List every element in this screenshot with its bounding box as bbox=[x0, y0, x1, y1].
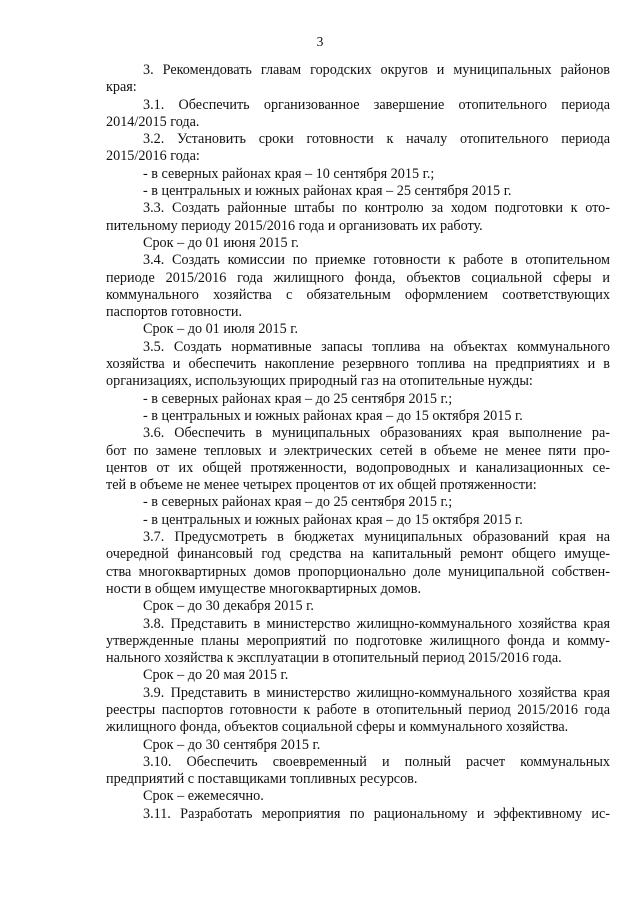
text-line: бот по замене тепловых и электрических сетей в объеме не менее пяти про- bbox=[106, 442, 610, 459]
text-line: хозяйства и обеспечить накопление резервного топлива на предприятиях и в bbox=[106, 356, 610, 373]
text-line: реестры паспортов готовности к работе в отопительный период 2015/2016 года bbox=[106, 701, 610, 718]
text-line: Срок – до 01 июня 2015 г. bbox=[143, 234, 299, 251]
text-line: Срок – до 20 мая 2015 г. bbox=[143, 667, 289, 684]
text-line: 3.1. Обеспечить организованное завершение отопительного периода bbox=[143, 96, 610, 113]
text-line: края: bbox=[106, 79, 137, 96]
text-line: 3.10. Обеспечить своевременный и полный расчет коммунальных bbox=[143, 753, 610, 770]
text-line: Срок – до 30 сентября 2015 г. bbox=[143, 736, 321, 753]
text-line: коммунального хозяйства с обязательным оформлением соответствующих bbox=[106, 286, 610, 303]
text-line: 3.2. Установить сроки готовности к началу отопительного периода bbox=[143, 131, 610, 148]
text-line: 3.11. Разработать мероприятия по рациональному и эффективному ис- bbox=[143, 805, 610, 822]
page-number: 3 bbox=[316, 34, 324, 49]
text-line: 2015/2016 года: bbox=[106, 148, 200, 165]
text-line: ства многоквартирных домов пропорционально доле муниципальной собствен- bbox=[106, 563, 610, 580]
text-line: - в центральных и южных районах края – до 15 октября 2015 г. bbox=[143, 511, 523, 528]
text-line: организациях, использующих природный газ на отопительные нужды: bbox=[106, 373, 533, 390]
text-line: Срок – ежемесячно. bbox=[143, 788, 264, 805]
text-line: Срок – до 01 июля 2015 г. bbox=[143, 321, 299, 338]
text-line: 3.8. Представить в министерство жилищно-коммунального хозяйства края bbox=[143, 615, 610, 632]
text-line: пительному периоду 2015/2016 года и организовать их работу. bbox=[106, 217, 483, 234]
text-line: - в северных районах края – до 25 сентября 2015 г.; bbox=[143, 390, 453, 407]
text-line: 3.9. Представить в министерство жилищно-коммунального хозяйства края bbox=[143, 684, 610, 701]
text-line: 3.3. Создать районные штабы по контролю за ходом подготовки к ото- bbox=[143, 200, 610, 217]
text-line: 2014/2015 года. bbox=[106, 113, 200, 130]
document-body bbox=[106, 62, 610, 823]
text-line: - в центральных и южных районах края – 25 сентября 2015 г. bbox=[143, 183, 512, 200]
text-line: утвержденные планы мероприятий по подготовке жилищного фонда и комму- bbox=[106, 632, 610, 649]
text-line: 3. Рекомендовать главам городских округов и муниципальных районов bbox=[143, 62, 610, 78]
text-line: 3.4. Создать комиссии по приемке готовности к работе в отопительном bbox=[143, 252, 610, 269]
text-line: ности в общем имуществе многоквартирных домов. bbox=[106, 580, 422, 597]
text-line: предприятий с поставщиками топливных ресурсов. bbox=[106, 771, 418, 788]
text-line: 3.6. Обеспечить в муниципальных образованиях края выполнение ра- bbox=[143, 425, 610, 442]
text-line: 3.7. Предусмотреть в бюджетах муниципальных образований края на bbox=[143, 529, 610, 546]
text-line: паспортов готовности. bbox=[106, 304, 242, 321]
text-line: центов от их общей протяженности, водопроводных и канализационных се- bbox=[106, 459, 610, 476]
text-line: - в центральных и южных районах края – до 15 октября 2015 г. bbox=[143, 407, 523, 424]
text-line: нального хозяйства к эксплуатации в отопительный период 2015/2016 года. bbox=[106, 650, 562, 667]
text-line: Срок – до 30 декабря 2015 г. bbox=[143, 598, 314, 615]
text-line: жилищного фонда, объектов социальной сферы и коммунального хозяйства. bbox=[106, 719, 569, 736]
text-line: 3.5. Создать нормативные запасы топлива на объектах коммунального bbox=[143, 338, 610, 355]
text-line: периоде 2015/2016 года жилищного фонда, объектов социальной сферы и bbox=[106, 269, 610, 286]
text-line: - в северных районах края – 10 сентября 2015 г.; bbox=[143, 165, 435, 182]
text-line: - в северных районах края – до 25 сентября 2015 г.; bbox=[143, 494, 453, 511]
text-line: тей в объеме не менее четырех процентов от их общей протяженности: bbox=[106, 477, 537, 494]
text-line: очередной финансовый год средства на капитальный ремонт общего имуще- bbox=[106, 546, 610, 563]
